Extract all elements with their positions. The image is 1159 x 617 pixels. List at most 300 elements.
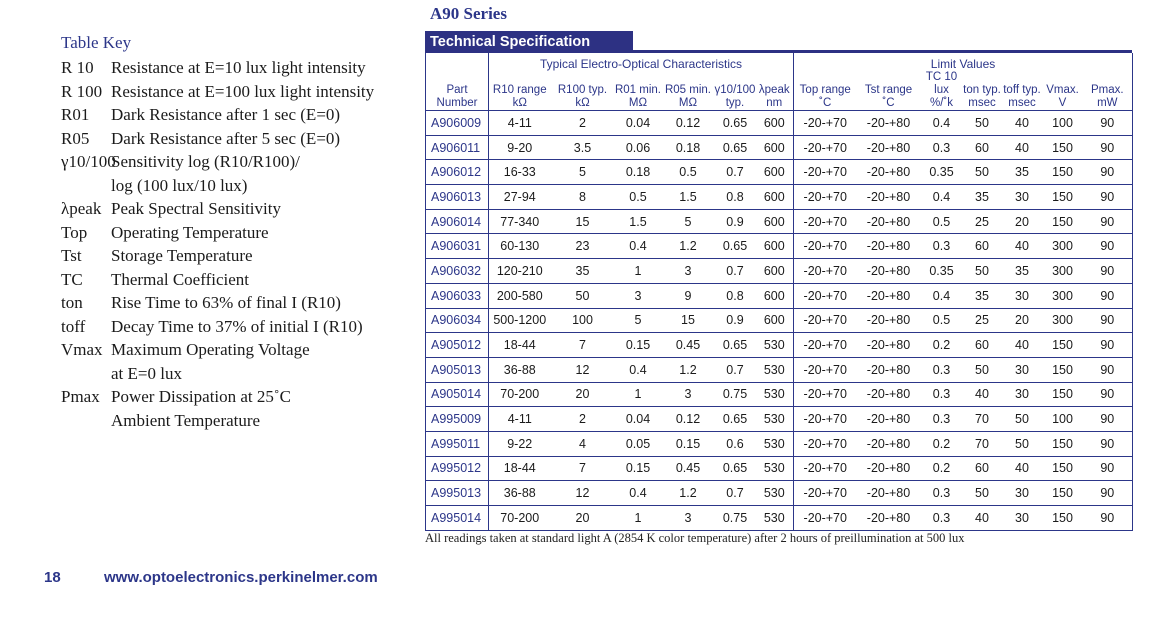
table-cell: -20-+70 bbox=[794, 357, 857, 382]
table-cell: 530 bbox=[756, 333, 794, 358]
table-cell: 600 bbox=[756, 111, 794, 136]
table-cell: 120-210 bbox=[489, 259, 551, 284]
table-cell: 150 bbox=[1043, 357, 1083, 382]
table-row bbox=[426, 407, 1133, 432]
table-cell: 530 bbox=[756, 456, 794, 481]
key-symbol: Tst bbox=[61, 246, 82, 265]
column-header-unit: kΩ bbox=[512, 97, 527, 109]
part-number-cell: A906032 bbox=[426, 259, 489, 284]
table-cell: 0.12 bbox=[662, 111, 715, 136]
series-title: A90 Series bbox=[430, 4, 507, 23]
key-row bbox=[61, 244, 374, 268]
part-number-cell: A906031 bbox=[426, 234, 489, 259]
table-cell: 600 bbox=[756, 308, 794, 333]
table-cell: 0.18 bbox=[662, 135, 715, 160]
column-header-unit: Number bbox=[436, 97, 478, 109]
table-cell: 90 bbox=[1083, 357, 1133, 382]
key-description: Dark Resistance after 5 sec (E=0) bbox=[111, 128, 341, 148]
table-cell: 0.7 bbox=[715, 160, 756, 185]
key-row bbox=[61, 385, 374, 409]
footer-url[interactable]: www.optoelectronics.perkinelmer.com bbox=[104, 569, 378, 586]
table-cell: 40 bbox=[1002, 111, 1043, 136]
table-cell: 600 bbox=[756, 283, 794, 308]
table-cell: 2 bbox=[551, 407, 615, 432]
table-cell: 90 bbox=[1083, 283, 1133, 308]
part-number-cell: A906011 bbox=[426, 135, 489, 160]
column-header-unit: MΩ bbox=[628, 97, 648, 109]
table-cell: 0.45 bbox=[662, 333, 715, 358]
table-row bbox=[426, 185, 1133, 210]
key-symbol: λpeak bbox=[61, 199, 102, 218]
table-cell: 0.65 bbox=[715, 135, 756, 160]
table-cell: 90 bbox=[1083, 407, 1133, 432]
key-description: Resistance at E=100 lux light intensity bbox=[111, 81, 375, 101]
key-description: Thermal Coefficient bbox=[111, 269, 249, 289]
table-cell: 0.4 bbox=[921, 283, 963, 308]
table-cell: 3 bbox=[662, 382, 715, 407]
footnote: All readings taken at standard light A (2854 K color temperature) after 2 hours of preillumination at 500 lux bbox=[425, 531, 965, 545]
table-cell: 0.2 bbox=[921, 456, 963, 481]
table-cell: -20-+70 bbox=[794, 431, 857, 456]
table-cell: 36-88 bbox=[489, 481, 551, 506]
table-cell: 90 bbox=[1083, 481, 1133, 506]
table-row bbox=[426, 456, 1133, 481]
column-header bbox=[963, 71, 1002, 111]
key-description: at E=0 lux bbox=[111, 363, 182, 383]
table-cell: 90 bbox=[1083, 135, 1133, 160]
key-symbol: Pmax bbox=[61, 387, 100, 406]
table-cell: 50 bbox=[963, 481, 1002, 506]
table-cell: -20-+70 bbox=[794, 382, 857, 407]
column-header bbox=[1002, 71, 1043, 111]
column-header-name: Top range bbox=[799, 84, 851, 96]
table-cell: -20-+80 bbox=[857, 456, 921, 481]
key-row bbox=[61, 150, 374, 174]
table-cell: 100 bbox=[1043, 407, 1083, 432]
table-cell: 40 bbox=[1002, 135, 1043, 160]
key-row bbox=[61, 362, 374, 386]
part-number-cell: A905013 bbox=[426, 357, 489, 382]
table-cell: 1.5 bbox=[662, 185, 715, 210]
table-cell: -20-+80 bbox=[857, 506, 921, 531]
table-cell: -20-+80 bbox=[857, 283, 921, 308]
key-symbol bbox=[61, 174, 111, 198]
table-cell: 90 bbox=[1083, 506, 1133, 531]
column-headers bbox=[426, 71, 1133, 111]
table-cell: 50 bbox=[963, 111, 1002, 136]
group-header-part bbox=[426, 53, 489, 71]
table-cell: 30 bbox=[1002, 506, 1043, 531]
key-row bbox=[61, 409, 374, 433]
column-header bbox=[921, 71, 963, 111]
table-row bbox=[426, 135, 1133, 160]
table-cell: 50 bbox=[963, 357, 1002, 382]
table-cell: -20-+80 bbox=[857, 431, 921, 456]
table-cell: 0.5 bbox=[615, 185, 662, 210]
table-cell: 600 bbox=[756, 209, 794, 234]
table-cell: 20 bbox=[1002, 308, 1043, 333]
table-cell: 40 bbox=[963, 506, 1002, 531]
table-cell: 0.5 bbox=[921, 308, 963, 333]
table-cell: 0.75 bbox=[715, 382, 756, 407]
table-cell: 4-11 bbox=[489, 407, 551, 432]
part-number-cell: A995011 bbox=[426, 431, 489, 456]
table-cell: -20-+80 bbox=[857, 357, 921, 382]
column-header-unit: V bbox=[1058, 97, 1067, 109]
table-cell: 530 bbox=[756, 357, 794, 382]
table-cell: -20-+70 bbox=[794, 283, 857, 308]
table-row bbox=[426, 333, 1133, 358]
key-description: Ambient Temperature bbox=[111, 410, 261, 430]
table-cell: -20-+70 bbox=[794, 160, 857, 185]
table-cell: 60-130 bbox=[489, 234, 551, 259]
column-header-unit: kΩ bbox=[575, 97, 590, 109]
key-row bbox=[61, 127, 374, 151]
table-cell: -20-+80 bbox=[857, 111, 921, 136]
table-cell: 600 bbox=[756, 259, 794, 284]
table-cell: 3 bbox=[615, 283, 662, 308]
table-cell: 300 bbox=[1043, 308, 1083, 333]
table-cell: 90 bbox=[1083, 431, 1133, 456]
table-cell: 20 bbox=[551, 382, 615, 407]
table-cell: 35 bbox=[1002, 259, 1043, 284]
table-cell: 1 bbox=[615, 382, 662, 407]
table-cell: 0.75 bbox=[715, 506, 756, 531]
table-cell: 18-44 bbox=[489, 333, 551, 358]
part-number-cell: A995012 bbox=[426, 456, 489, 481]
column-header-name: toff typ. bbox=[1003, 84, 1041, 96]
table-cell: 150 bbox=[1043, 160, 1083, 185]
table-cell: 4-11 bbox=[489, 111, 551, 136]
table-cell: 300 bbox=[1043, 234, 1083, 259]
table-cell: 0.4 bbox=[921, 111, 963, 136]
table-cell: 0.35 bbox=[921, 160, 963, 185]
column-header-unit: %/˚k bbox=[930, 97, 953, 109]
table-cell: 150 bbox=[1043, 382, 1083, 407]
table-cell: 150 bbox=[1043, 209, 1083, 234]
column-header bbox=[756, 71, 794, 111]
table-cell: 3 bbox=[662, 506, 715, 531]
table-row bbox=[426, 357, 1133, 382]
key-row bbox=[61, 56, 374, 80]
key-symbol bbox=[61, 362, 111, 386]
table-cell: 30 bbox=[1002, 185, 1043, 210]
table-cell: 9-20 bbox=[489, 135, 551, 160]
table-cell: 100 bbox=[551, 308, 615, 333]
key-symbol: TC bbox=[61, 269, 83, 289]
table-cell: 0.9 bbox=[715, 308, 756, 333]
table-cell: 0.3 bbox=[921, 135, 963, 160]
table-cell: 600 bbox=[756, 234, 794, 259]
group-header-typical: Typical Electro-Optical Characteristics bbox=[489, 53, 794, 71]
table-row bbox=[426, 259, 1133, 284]
table-cell: -20-+80 bbox=[857, 259, 921, 284]
table-cell: 7 bbox=[551, 456, 615, 481]
part-number-cell: A906033 bbox=[426, 283, 489, 308]
table-cell: 30 bbox=[1002, 283, 1043, 308]
table-cell: 90 bbox=[1083, 259, 1133, 284]
table-cell: 35 bbox=[963, 283, 1002, 308]
table-cell: 0.3 bbox=[921, 407, 963, 432]
table-cell: 0.65 bbox=[715, 407, 756, 432]
table-cell: 0.7 bbox=[715, 357, 756, 382]
table-cell: 1.2 bbox=[662, 357, 715, 382]
column-header-unit: nm bbox=[766, 97, 783, 109]
table-cell: -20-+80 bbox=[857, 382, 921, 407]
table-cell: 0.8 bbox=[715, 185, 756, 210]
key-description: Resistance at E=10 lux light intensity bbox=[111, 58, 366, 77]
table-cell: 60 bbox=[963, 234, 1002, 259]
table-cell: 0.3 bbox=[921, 357, 963, 382]
table-cell: 90 bbox=[1083, 111, 1133, 136]
table-cell: -20-+80 bbox=[857, 135, 921, 160]
key-row bbox=[61, 315, 374, 339]
table-cell: 50 bbox=[963, 259, 1002, 284]
column-header bbox=[551, 71, 615, 111]
table-cell: 35 bbox=[551, 259, 615, 284]
table-cell: 27-94 bbox=[489, 185, 551, 210]
table-cell: 60 bbox=[963, 135, 1002, 160]
part-number-cell: A906034 bbox=[426, 308, 489, 333]
table-key-title: Table Key bbox=[61, 33, 132, 52]
key-row bbox=[61, 174, 374, 198]
key-description: Rise Time to 63% of final I (R10) bbox=[111, 293, 341, 312]
part-number-cell: A995009 bbox=[426, 407, 489, 432]
table-cell: -20-+80 bbox=[857, 160, 921, 185]
key-description: Maximum Operating Voltage bbox=[111, 340, 310, 359]
table-cell: 0.5 bbox=[921, 209, 963, 234]
table-cell: 150 bbox=[1043, 431, 1083, 456]
column-header-unit: MΩ bbox=[678, 97, 698, 109]
table-cell: 300 bbox=[1043, 283, 1083, 308]
part-number-cell: A906013 bbox=[426, 185, 489, 210]
table-cell: 150 bbox=[1043, 456, 1083, 481]
column-header bbox=[857, 71, 921, 111]
group-header-limit: Limit Values bbox=[794, 53, 1133, 71]
table-cell: 5 bbox=[551, 160, 615, 185]
column-header-unit: ˚C bbox=[882, 97, 895, 109]
table-cell: 15 bbox=[551, 209, 615, 234]
table-cell: 60 bbox=[963, 456, 1002, 481]
key-description: Sensitivity log (R10/R100)/ bbox=[111, 152, 300, 171]
table-cell: -20-+70 bbox=[794, 234, 857, 259]
table-cell: 2 bbox=[551, 111, 615, 136]
table-cell: 600 bbox=[756, 185, 794, 210]
table-cell: 3 bbox=[662, 259, 715, 284]
table-cell: 0.4 bbox=[921, 185, 963, 210]
table-cell: 300 bbox=[1043, 259, 1083, 284]
table-cell: 50 bbox=[1002, 431, 1043, 456]
table-cell: 30 bbox=[1002, 382, 1043, 407]
table-cell: 18-44 bbox=[489, 456, 551, 481]
table-cell: -20-+80 bbox=[857, 185, 921, 210]
table-cell: 70-200 bbox=[489, 382, 551, 407]
table-cell: -20-+70 bbox=[794, 481, 857, 506]
table-cell: 0.2 bbox=[921, 333, 963, 358]
table-cell: 150 bbox=[1043, 481, 1083, 506]
table-cell: -20-+70 bbox=[794, 308, 857, 333]
table-row bbox=[426, 234, 1133, 259]
table-row bbox=[426, 308, 1133, 333]
key-description: log (100 lux/10 lux) bbox=[111, 175, 248, 195]
key-symbol: toff bbox=[61, 316, 86, 336]
spec-table bbox=[425, 53, 1133, 531]
table-cell: 90 bbox=[1083, 308, 1133, 333]
table-cell: 0.35 bbox=[921, 259, 963, 284]
table-cell: 150 bbox=[1043, 333, 1083, 358]
table-cell: 7 bbox=[551, 333, 615, 358]
table-cell: -20-+70 bbox=[794, 135, 857, 160]
key-row bbox=[61, 268, 374, 292]
key-symbol: R05 bbox=[61, 128, 90, 148]
key-symbol: R01 bbox=[61, 105, 90, 124]
spec-table-body bbox=[426, 111, 1133, 531]
column-header bbox=[1043, 71, 1083, 111]
table-cell: 3.5 bbox=[551, 135, 615, 160]
table-cell: 0.04 bbox=[615, 407, 662, 432]
table-cell: 0.6 bbox=[715, 431, 756, 456]
table-cell: -20-+80 bbox=[857, 234, 921, 259]
table-cell: 90 bbox=[1083, 382, 1133, 407]
key-symbol: Vmax bbox=[61, 340, 103, 359]
table-cell: 150 bbox=[1043, 506, 1083, 531]
table-cell: 150 bbox=[1043, 135, 1083, 160]
column-header-name: Tst range bbox=[864, 84, 913, 96]
table-cell: -20-+70 bbox=[794, 407, 857, 432]
table-cell: 1.5 bbox=[615, 209, 662, 234]
table-cell: 15 bbox=[662, 308, 715, 333]
table-cell: 90 bbox=[1083, 209, 1133, 234]
table-row bbox=[426, 481, 1133, 506]
table-cell: 50 bbox=[963, 160, 1002, 185]
table-cell: 4 bbox=[551, 431, 615, 456]
table-cell: -20-+70 bbox=[794, 111, 857, 136]
column-header-name: R01 min. bbox=[614, 84, 662, 96]
table-cell: -20-+70 bbox=[794, 209, 857, 234]
table-cell: 0.15 bbox=[615, 456, 662, 481]
table-cell: 0.9 bbox=[715, 209, 756, 234]
table-cell: 1.2 bbox=[662, 481, 715, 506]
table-cell: 16-33 bbox=[489, 160, 551, 185]
table-cell: -20-+80 bbox=[857, 308, 921, 333]
table-cell: 530 bbox=[756, 407, 794, 432]
column-header bbox=[615, 71, 662, 111]
column-header-unit: ˚C bbox=[819, 97, 832, 109]
table-cell: 0.3 bbox=[921, 506, 963, 531]
table-cell: 8 bbox=[551, 185, 615, 210]
column-header-unit: typ. bbox=[725, 97, 745, 109]
key-description: Dark Resistance after 1 sec (E=0) bbox=[111, 105, 341, 124]
table-cell: 35 bbox=[1002, 160, 1043, 185]
table-cell: 0.06 bbox=[615, 135, 662, 160]
table-cell: -20-+70 bbox=[794, 456, 857, 481]
table-cell: 23 bbox=[551, 234, 615, 259]
table-cell: -20-+70 bbox=[794, 259, 857, 284]
part-number-cell: A906014 bbox=[426, 209, 489, 234]
table-cell: 0.3 bbox=[921, 481, 963, 506]
key-row bbox=[61, 103, 374, 127]
table-cell: 500-1200 bbox=[489, 308, 551, 333]
key-description: Storage Temperature bbox=[111, 246, 253, 265]
column-header bbox=[662, 71, 715, 111]
table-cell: 20 bbox=[551, 506, 615, 531]
column-header-name: λpeak bbox=[758, 84, 790, 96]
column-header bbox=[489, 71, 551, 111]
part-number-cell: A905014 bbox=[426, 382, 489, 407]
page-number: 18 bbox=[44, 569, 61, 586]
table-cell: -20-+80 bbox=[857, 209, 921, 234]
table-row bbox=[426, 160, 1133, 185]
table-row bbox=[426, 209, 1133, 234]
column-header-name: ton typ. bbox=[963, 84, 1001, 96]
table-cell: 12 bbox=[551, 357, 615, 382]
column-header bbox=[715, 71, 756, 111]
spec-title: Technical Specification bbox=[425, 31, 633, 53]
table-cell: 5 bbox=[662, 209, 715, 234]
table-cell: 9 bbox=[662, 283, 715, 308]
column-header-name: TC 10 lux bbox=[925, 71, 958, 96]
table-cell: -20-+80 bbox=[857, 333, 921, 358]
table-cell: 100 bbox=[1043, 111, 1083, 136]
table-row bbox=[426, 431, 1133, 456]
table-cell: 0.15 bbox=[615, 333, 662, 358]
part-number-cell: A906012 bbox=[426, 160, 489, 185]
table-cell: 0.2 bbox=[921, 431, 963, 456]
table-cell: 40 bbox=[963, 382, 1002, 407]
part-number-cell: A905012 bbox=[426, 333, 489, 358]
column-header-name: R100 typ. bbox=[557, 84, 608, 96]
table-cell: 50 bbox=[1002, 407, 1043, 432]
table-cell: 530 bbox=[756, 382, 794, 407]
table-cell: 0.12 bbox=[662, 407, 715, 432]
part-number-cell: A906009 bbox=[426, 111, 489, 136]
table-cell: 0.5 bbox=[662, 160, 715, 185]
table-cell: 90 bbox=[1083, 456, 1133, 481]
table-cell: 1.2 bbox=[662, 234, 715, 259]
column-header bbox=[426, 71, 489, 111]
table-cell: 600 bbox=[756, 135, 794, 160]
table-cell: 530 bbox=[756, 506, 794, 531]
column-header-name: R10 range bbox=[492, 84, 547, 96]
table-cell: 0.65 bbox=[715, 111, 756, 136]
table-cell: 0.3 bbox=[921, 382, 963, 407]
table-cell: 12 bbox=[551, 481, 615, 506]
table-cell: 30 bbox=[1002, 357, 1043, 382]
table-cell: 0.7 bbox=[715, 259, 756, 284]
key-row bbox=[61, 338, 374, 362]
table-cell: 530 bbox=[756, 481, 794, 506]
table-cell: 0.04 bbox=[615, 111, 662, 136]
part-number-cell: A995014 bbox=[426, 506, 489, 531]
table-cell: 150 bbox=[1043, 185, 1083, 210]
table-cell: 0.65 bbox=[715, 333, 756, 358]
spec-header-bar bbox=[425, 31, 1132, 53]
table-cell: 90 bbox=[1083, 185, 1133, 210]
table-cell: 0.4 bbox=[615, 357, 662, 382]
table-cell: -20-+70 bbox=[794, 185, 857, 210]
table-cell: 40 bbox=[1002, 333, 1043, 358]
key-row bbox=[61, 197, 374, 221]
column-header-name: Vmax. bbox=[1046, 84, 1079, 96]
table-cell: 20 bbox=[1002, 209, 1043, 234]
table-cell: 50 bbox=[551, 283, 615, 308]
table-cell: 0.45 bbox=[662, 456, 715, 481]
table-cell: 200-580 bbox=[489, 283, 551, 308]
table-cell: 0.3 bbox=[921, 234, 963, 259]
table-cell: 40 bbox=[1002, 456, 1043, 481]
table-key bbox=[61, 56, 374, 432]
key-description: Operating Temperature bbox=[111, 222, 269, 242]
